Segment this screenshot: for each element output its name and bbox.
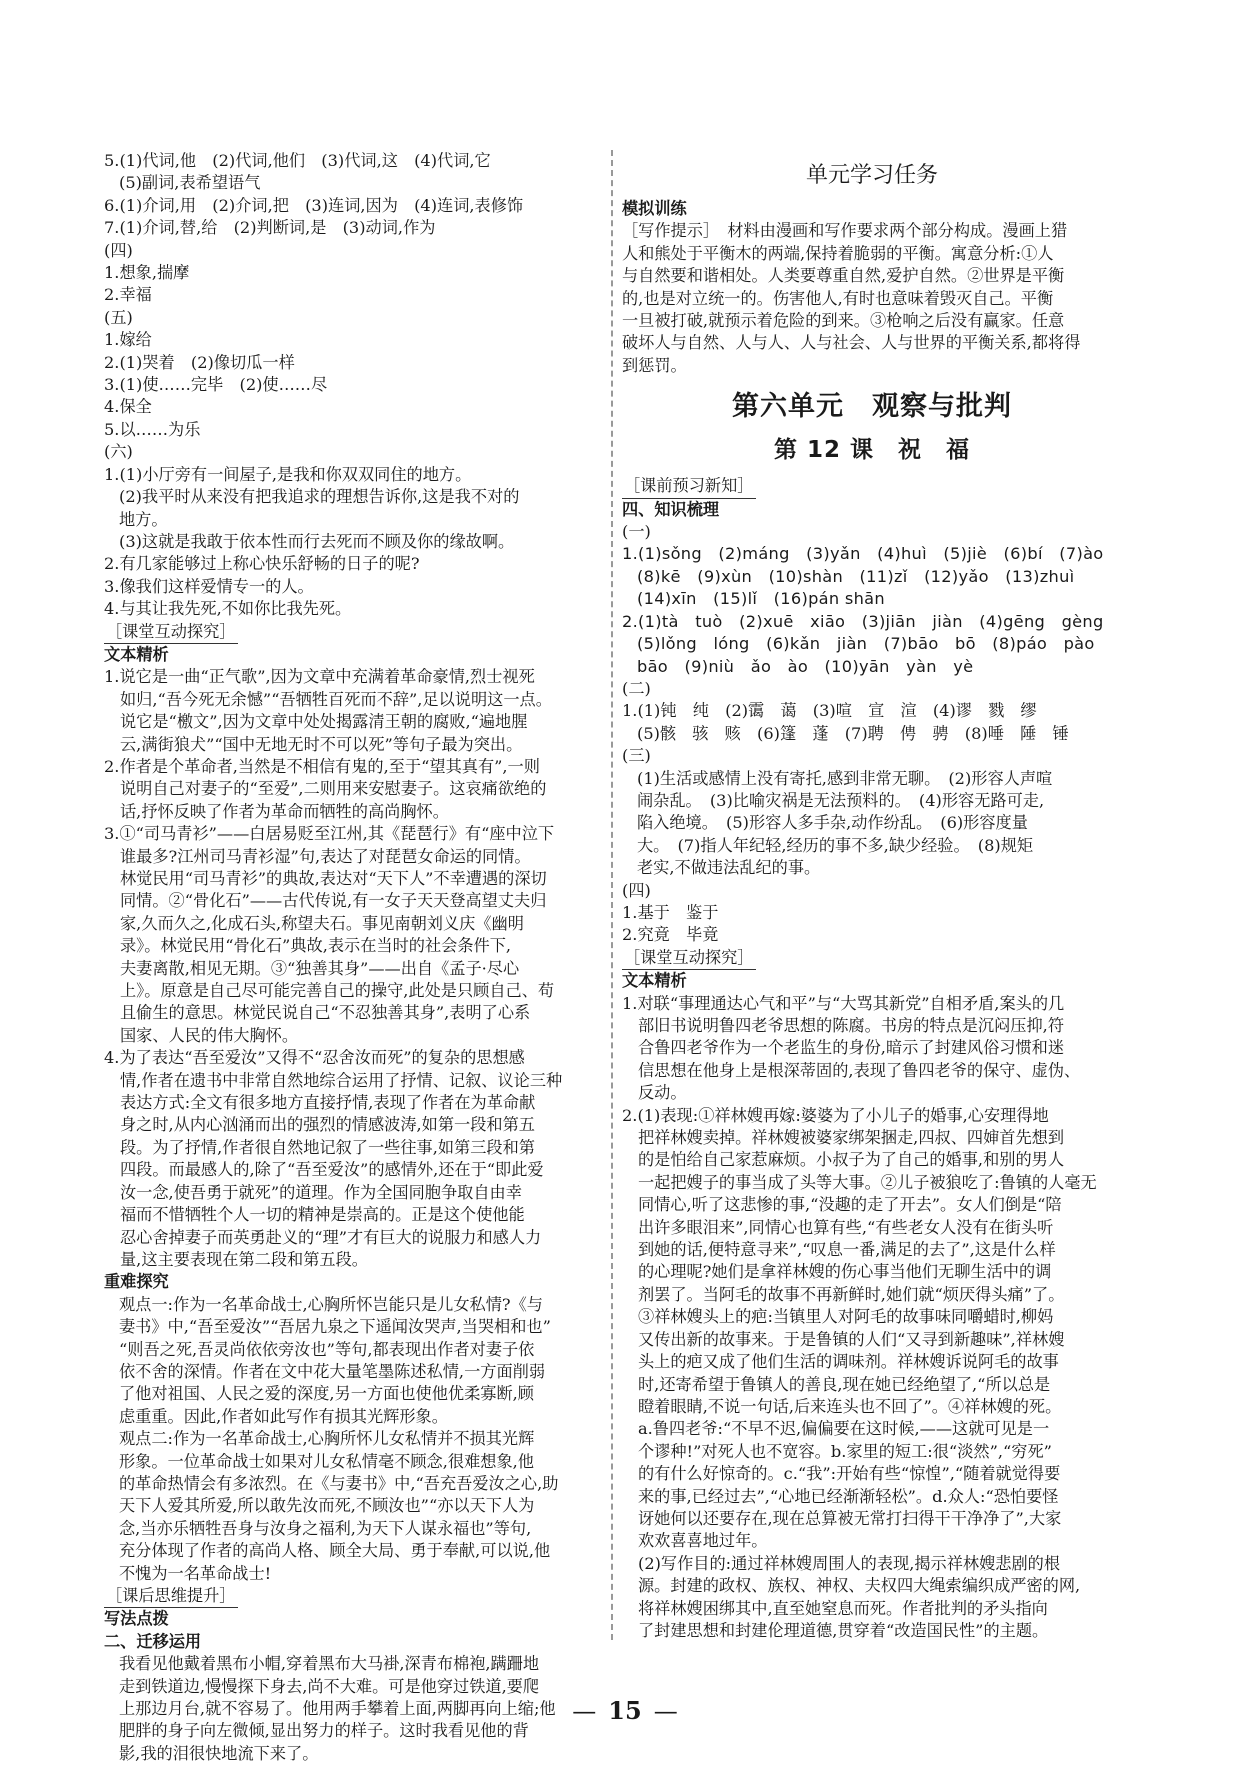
left-line — [104, 1585, 606, 1608]
left-line: 写法点拨 — [104, 1609, 169, 1629]
section-bracket-heading: ［课后思维提升］ — [104, 1585, 238, 1608]
right-line: 2.(1)tà tuò (2)xuē xiāo (3)jiān jiàn (4)gēng gèng — [622, 611, 1104, 631]
right-line: 的是怕给自己家惹麻烦。小叔子为了自己的婚事,和别的男人 — [638, 1150, 1065, 1170]
column-divider — [611, 150, 613, 1640]
right-line: 1.对联“事理通达心气和平”与“大骂其新党”自相矛盾,案头的几 — [622, 993, 1065, 1013]
left-line: 3.①“司马青衫”——白居易贬至江州,其《琵琶行》有“座中泣下 — [104, 824, 555, 844]
left-line: 福而不惜牺牲个人一切的精神是崇高的。正是这个使他能 — [120, 1205, 525, 1225]
left-line: 天下人爱其所爱,所以敢先汝而死,不顾汝也”“亦以天下人为 — [119, 1496, 535, 1516]
right-line: 的,也是对立统一的。伤害他人,有时也意味着毁灭自己。平衡 — [622, 288, 1054, 308]
left-line: 影,我的泪很快地流下来了。 — [119, 1743, 319, 1763]
left-line: 四段。而最感人的,除了“吾至爱汝”的感情外,还在于“即此爱 — [120, 1160, 544, 1180]
left-line: 家,久而久之,化成石头,称望夫石。事见南朝刘义庆《幽明 — [120, 913, 524, 933]
right-line: (14)xīn (15)lǐ (16)pán shān — [637, 589, 885, 609]
left-line: (五) — [104, 307, 133, 327]
left-line: 观点二:作为一名革命战士,心胸所怀儿女私情并不损其光辉 — [119, 1429, 535, 1449]
left-line: 量,这主要表现在第二段和第五段。 — [120, 1249, 368, 1269]
left-line: 2.(1)哭着 (2)像切瓜一样 — [104, 352, 295, 372]
right-line: 1.(1)钝 纯 (2)霭 蔼 (3)喧 宣 渲 (4)谬 戮 缪 — [622, 701, 1037, 721]
left-line: 形象。一位革命战士如果对儿女私情毫不顾念,很难想象,他 — [119, 1451, 534, 1471]
right-line: bāo (9)niù ǎo ào (10)yān yàn yè — [637, 656, 974, 676]
right-line: 部旧书说明鲁四老爷思想的陈腐。书房的特点是沉闷压抑,符 — [638, 1016, 1065, 1035]
left-line: 虑重重。因此,作者如此写作有损其光辉形象。 — [119, 1406, 448, 1426]
right-line: (1)生活或感情上没有寄托,感到非常无聊。 (2)形容人声喧 — [637, 768, 1053, 788]
left-line: 2.作者是个革命者,当然是不相信有鬼的,至于“望其真有”,一则 — [104, 756, 540, 776]
right-line: 与自然要和谐相处。人类要尊重自然,爱护自然。②世界是平衡 — [622, 266, 1065, 286]
right-line — [622, 475, 1122, 498]
right-line: 合鲁四老爷作为一个老监生的身份,暗示了封建风俗习惯和迷 — [638, 1038, 1065, 1058]
right-line: (5)骸 骇 赅 (6)篷 蓬 (7)聘 俜 骋 (8)唾 陲 锤 — [637, 723, 1069, 743]
page-number: — 15 — — [572, 1696, 678, 1725]
right-line: 头上的疤又成了他们生活的调味剂。祥林嫂诉说阿毛的故事 — [638, 1352, 1059, 1372]
right-line: (5)lǒng lóng (6)kǎn jiàn (7)bāo bō (8)páo pào — [637, 634, 1095, 654]
left-line: 说它是“檄文”,因为文章中处处揭露清王朝的腐败,“遍地腥 — [120, 712, 528, 732]
right-line: 时,还寄希望于鲁镇人的善良,现在她已经绝望了,“所以总是 — [638, 1374, 1051, 1394]
right-line: 反动。 — [638, 1083, 687, 1103]
left-line: 情,作者在遗书中非常自然地综合运用了抒情、记叙、议论三种 — [120, 1070, 563, 1090]
right-line: 欢欢喜喜地过年。 — [638, 1531, 768, 1551]
right-line: 2.究竟 毕竟 — [622, 925, 719, 945]
right-line: 源。封建的政权、族权、神权、夫权四大绳索编织成严密的网, — [638, 1576, 1081, 1596]
right-line: 第六单元 观察与批判 — [732, 391, 1012, 423]
right-line: 文本精析 — [622, 971, 687, 991]
right-line: 单元学习任务 — [805, 163, 938, 188]
left-line: 的革命热情会有多浓烈。在《与妻书》中,“吾充吾爱汝之心,助 — [119, 1473, 559, 1493]
left-line: 念,当亦乐牺牲吾身与汝身之福利,为天下人谋永福也”等句, — [119, 1518, 532, 1538]
left-line: (六) — [104, 442, 133, 462]
left-line: 4.为了表达“吾至爱汝”又得不“忍舍汝而死”的复杂的思想感 — [104, 1048, 525, 1068]
right-line: 人和熊处于平衡木的两端,保持着脆弱的平衡。寓意分析:①人 — [622, 243, 1054, 263]
left-line: 身之时,从内心汹涌而出的强烈的情感波涛,如第一段和第五 — [120, 1115, 535, 1135]
right-line: (2)写作目的:通过祥林嫂周围人的表现,揭示祥林嫂悲剧的根 — [638, 1553, 1061, 1573]
right-line: 剂罢了。当阿毛的故事不再新鲜时,她们就“烦厌得头痛”了。 — [638, 1284, 1065, 1304]
right-line: 信思想在他身上是根深蒂固的,表现了鲁四老爷的保守、虚伪、 — [638, 1060, 1081, 1080]
right-line: (四) — [622, 880, 651, 900]
right-line: 破坏人与自然、人与人、人与社会、人与世界的平衡关系,都将得 — [622, 333, 1081, 353]
left-line: 1.说它是一曲“正气歌”,因为文章中充满着革命豪情,烈士视死 — [104, 667, 535, 687]
left-line: (3)这就是我敢于依本性而行去死而不顾及你的缘故啊。 — [119, 531, 515, 551]
right-line: 把祥林嫂卖掉。祥林嫂被婆家绑架捆走,四叔、四婶首先想到 — [638, 1128, 1065, 1148]
right-line: 闹杂乱。 (3)比喻灾祸是无法预料的。 (4)形容无路可走, — [637, 790, 1045, 810]
right-line: 老实,不做违法乱纪的事。 — [637, 858, 821, 878]
left-line: 走到铁道边,慢慢探下身去,尚不大难。可是他穿过铁道,要爬 — [119, 1676, 540, 1696]
left-line: 文本精析 — [104, 644, 169, 664]
left-line: (四) — [104, 240, 133, 260]
left-line: 二、迁移运用 — [104, 1631, 202, 1651]
left-column — [104, 150, 606, 1765]
right-line: 的有什么好惊奇的。c.“我”:开始有些“惊惶”,“随着就觉得要 — [638, 1464, 1061, 1484]
left-line: 说明自己对妻子的“至爱”,二则用来安慰妻子。这哀痛欲绝的 — [120, 779, 547, 799]
left-line: 肥胖的身子向左微倾,显出努力的样子。这时我看见他的背 — [119, 1721, 529, 1741]
left-line: 忍心舍掉妻子而英勇赴义的“理”才有巨大的说服力和感人力 — [120, 1227, 542, 1247]
right-line: 1.基于 鉴于 — [622, 902, 719, 922]
right-line: 又传出新的故事来。于是鲁镇的人们“又寻到新趣味”,祥林嫂 — [638, 1329, 1065, 1349]
right-line: (8)kē (9)xùn (10)shàn (11)zǐ (12)yǎo (13)zhuì — [637, 566, 1075, 586]
right-column — [622, 150, 1122, 1642]
left-line: 谁最多?江州司马青衫湿”句,表达了对琵琶女命运的同情。 — [120, 846, 531, 866]
right-line: 1.(1)sǒng (2)máng (3)yǎn (4)huì (5)jiè (6)bí (7)ào — [622, 544, 1104, 564]
left-line: 2.有几家能够过上称心快乐舒畅的日子的呢? — [104, 554, 420, 574]
left-line: 6.(1)介词,用 (2)介词,把 (3)连词,因为 (4)连词,表修饰 — [104, 195, 524, 215]
left-line: 我看见他戴着黑布小帽,穿着黑布大马褂,深青布棉袍,蹒跚地 — [119, 1654, 540, 1674]
right-line: 到她的话,便特意寻来”,“叹息一番,满足的去了”,这是什么样 — [638, 1240, 1056, 1260]
right-line: 第 12 课 祝 福 — [773, 437, 971, 464]
right-line: (二) — [622, 678, 651, 698]
right-line: ［写作提示］ 材料由漫画和写作要求两个部分构成。漫画上猎 — [622, 221, 1068, 241]
right-line: 的心理呢?她们是拿祥林嫂的伤心事当他们无聊生活中的调 — [638, 1262, 1052, 1282]
left-line: 2.幸福 — [104, 285, 152, 305]
left-line: “则吾之死,吾灵尚依依旁汝也”等句,都表现出作者对妻子依 — [119, 1339, 535, 1359]
right-line: 出许多眼泪来”,同情心也算有些,“有些老女人没有在街头听 — [638, 1217, 1054, 1237]
left-line: 上那边月台,就不容易了。他用两手攀着上面,两脚再向上缩;他 — [119, 1699, 556, 1719]
left-line: 且偷生的意思。林觉民说自己“不忍独善其身”,表明了心系 — [120, 1003, 531, 1023]
left-line: 段。为了抒情,作者很自然地记叙了一些往事,如第三段和第 — [120, 1137, 535, 1157]
left-line: 重难探究 — [104, 1272, 169, 1292]
left-line: 1.(1)小厅旁有一间屋子,是我和你双双同住的地方。 — [104, 464, 472, 484]
section-bracket-heading: ［课堂互动探究］ — [104, 621, 238, 644]
left-line — [104, 621, 606, 644]
right-line: 四、知识梳理 — [622, 499, 720, 519]
left-line: 1.想象,揣摩 — [104, 263, 190, 283]
left-line: 表达方式:全文有很多地方直接抒情,表现了作者在为革命献 — [120, 1093, 536, 1113]
left-line: 话,抒怀反映了作者为革命而牺牲的高尚胸怀。 — [120, 801, 449, 821]
left-line: 上》。原意是自己尽可能完善自己的操守,此处是只顾自己、苟 — [120, 981, 555, 1001]
left-line: (2)我平时从来没有把我追求的理想告诉你,这是我不对的 — [119, 487, 520, 507]
left-line: 夫妻离散,相见无期。③“独善其身”——出自《孟子·尽心 — [120, 958, 520, 978]
left-line: 了他对祖国、人民之爱的深度,另一方面也使他优柔寡断,顾 — [119, 1384, 534, 1404]
page-number-value: 15 — [608, 1696, 642, 1725]
left-line: 云,满街狼犬”“国中无地无时不可以死”等句子最为突出。 — [120, 734, 523, 754]
right-line: 来的事,已经过去”,“心地已经渐渐轻松”。d.众人:“恐怕要怪 — [638, 1486, 1059, 1506]
left-line: 3.像我们这样爱情专一的人。 — [104, 576, 314, 596]
right-line: 一起把嫂子的事当成了头等大事。②儿子被狼吃了:鲁镇的人毫无 — [638, 1172, 1097, 1192]
right-line: 陷入绝境。 (5)形容人多手杂,动作纷乱。 (6)形容度量 — [637, 813, 1028, 833]
right-line: 到惩罚。 — [622, 355, 687, 375]
left-line: 如归,“吾今死无余憾”“吾牺牲百死而不辞”,足以说明这一点。 — [120, 689, 552, 709]
left-line: 7.(1)介词,替,给 (2)判断词,是 (3)动词,作为 — [104, 218, 436, 238]
right-line: 讶她何以还要存在,现在总算被无常打扫得干干净净了”,大家 — [638, 1508, 1062, 1528]
right-line: 模拟训练 — [622, 199, 687, 218]
section-bracket-heading: ［课堂互动探究］ — [622, 947, 756, 970]
right-line: a.鲁四老爷:“不早不迟,偏偏要在这时候,——这就可见是一 — [638, 1419, 1050, 1439]
left-line: 汝一念,使吾勇于就死”的道理。作为全国同胞争取自由幸 — [120, 1182, 522, 1202]
left-line: 充分体现了作者的高尚人格、顾全大局、勇于奉献,可以说,他 — [119, 1541, 551, 1561]
right-line: 瞪着眼睛,不说一句话,后来连头也不回了”。④祥林嫂的死。 — [638, 1396, 1062, 1416]
left-line: (5)副词,表希望语气 — [119, 173, 261, 193]
right-line — [622, 947, 1122, 970]
right-line: (一) — [622, 522, 651, 542]
left-line: 依不舍的深情。作者在文中花大量笔墨陈述私情,一方面削弱 — [119, 1361, 546, 1381]
left-line: 不愧为一名革命战士! — [119, 1563, 272, 1583]
right-line: 个谬种!”对死人也不宽容。b.家里的短工:很“淡然”,“穷死” — [638, 1441, 1052, 1461]
right-line: 了封建思想和封建伦理道德,贯穿着“改造国民性”的主题。 — [638, 1620, 1049, 1640]
right-line: 大。 (7)指人年纪轻,经历的事不多,缺少经验。 (8)规矩 — [637, 835, 1034, 855]
section-bracket-heading: ［课前预习新知］ — [622, 475, 756, 498]
left-line: 林觉民用“司马青衫”的典故,表达对“天下人”不幸遭遇的深切 — [120, 869, 547, 888]
left-line: 国家、人民的伟大胸怀。 — [120, 1025, 299, 1045]
left-line: 同情。②“骨化石”——古代传说,有一女子天天登高望丈夫归 — [120, 891, 547, 911]
left-line: 妻书》中,“吾至爱汝”“吾居九泉之下遥闻汝哭声,当哭相和也” — [119, 1317, 551, 1337]
left-line: 5.(1)代词,他 (2)代词,他们 (3)代词,这 (4)代词,它 — [104, 151, 491, 170]
left-line: 4.与其让我先死,不如你比我先死。 — [104, 599, 352, 619]
right-line: 一旦被打破,就预示着危险的到来。③枪响之后没有赢家。任意 — [622, 311, 1065, 331]
left-line: 5.以……为乐 — [104, 419, 201, 439]
right-line: 同情心,听了这悲惨的事,“没趣的走了开去”。女人们倒是“陪 — [638, 1195, 1062, 1215]
right-line: ③祥林嫂头上的疤:当镇里人对阿毛的故事味同嚼蜡时,柳妈 — [638, 1307, 1054, 1327]
left-line: 3.(1)使……完毕 (2)使……尽 — [104, 375, 328, 395]
left-line: 观点一:作为一名革命战士,心胸所怀岂能只是儿女私情?《与 — [119, 1294, 543, 1314]
right-line: 将祥林嫂困绑其中,直至她窒息而死。作者批判的矛头指向 — [638, 1598, 1048, 1618]
left-line: 4.保全 — [104, 397, 152, 417]
right-line: 2.(1)表现:①祥林嫂再嫁:婆婆为了小儿子的婚事,心安理得地 — [622, 1105, 1049, 1125]
left-line: 1.嫁给 — [104, 330, 152, 350]
left-line: 地方。 — [119, 509, 168, 529]
left-line: 录》。林觉民用“骨化石”典故,表示在当时的社会条件下, — [120, 936, 512, 956]
right-line: (三) — [622, 746, 651, 766]
